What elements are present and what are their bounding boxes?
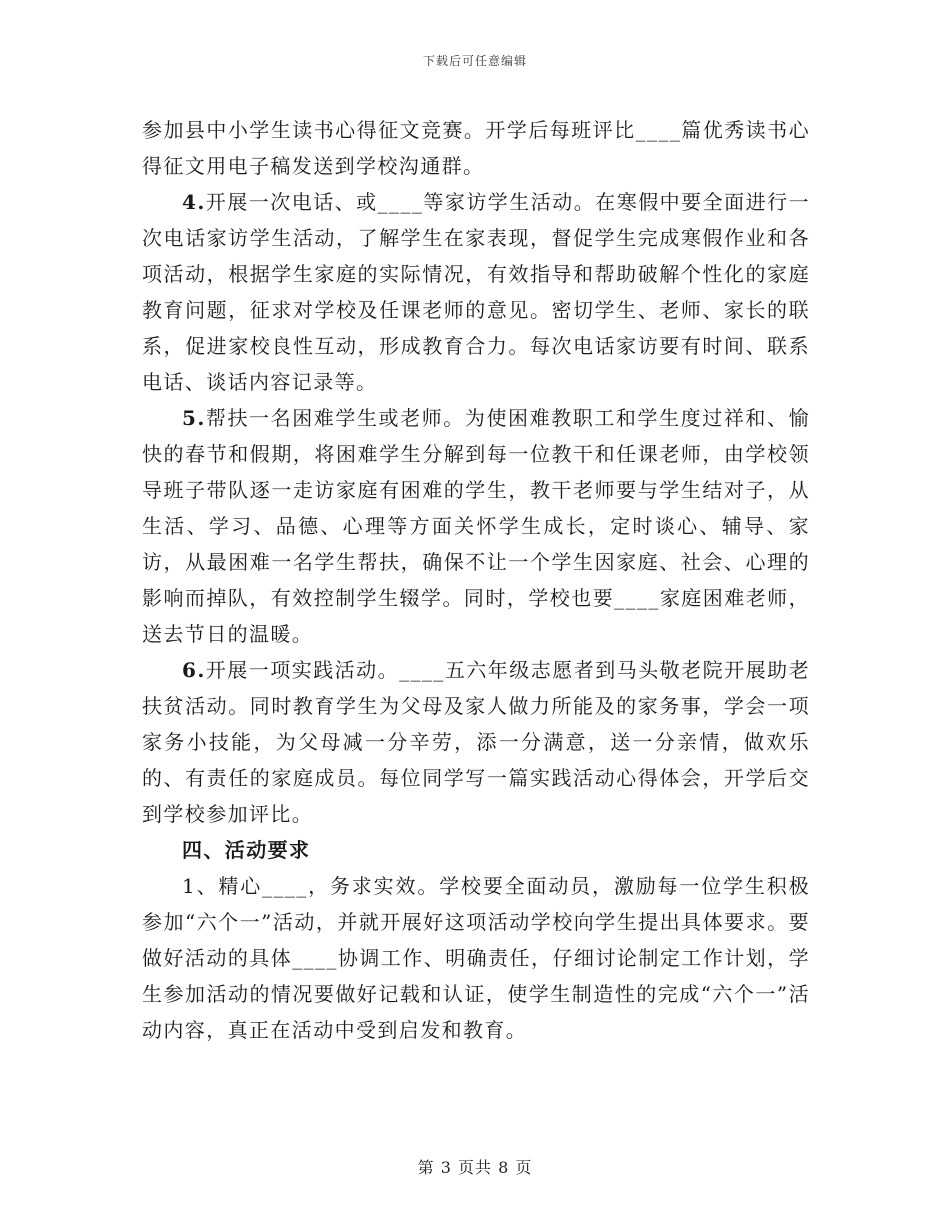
document-body [142,112,810,1048]
paragraph-text: 帮扶一名困难学生或老师。为使困难教职工和学生度过祥和、愉快的春节和假期，将困难学生分解到每一位教干和任课老师，由学校领导班子带队逐一走访家庭有困难的学生，教干老师要与学生结对子，从生活、学习、品德、心理等方面关怀学生成长，定时谈心、辅导、家访，从最困难一名学生帮扶，确保不让一个学生因家庭、社会、心理的影响而掉队，有效控制学生辍学。同时，学校也要____家庭困难老师，送去节日的温暖。 [142,406,810,646]
paragraph-item-6 [142,652,810,832]
paragraph-item-4 [142,184,810,400]
paragraph-item-5 [142,400,810,652]
paragraph-text: 开展一次电话、或____等家访学生活动。在寒假中要全面进行一次电话家访学生活动，了解学生在家表现，督促学生完成寒假作业和各项活动，根据学生家庭的实际情况，有效指导和帮助破解个性化的家庭教育问题，征求对学校及任课老师的意见。密切学生、老师、家长的联系，促进家校良性互动，形成教育合力。每次电话家访要有时间、联系电话、谈话内容记录等。 [142,190,810,394]
paragraph-text: 参加县中小学生读书心得征文竞赛。开学后每班评比____篇优秀读书心得征文用电子稿发送到学校沟通群。 [142,118,810,178]
item-number: 6. [182,658,206,682]
requirement-item-1 [142,868,810,1048]
item-number: 5. [182,406,206,430]
paragraph-text: 开展一项实践活动。____五六年级志愿者到马头敬老院开展助老扶贫活动。同时教育学生为父母及家人做力所能及的家务事，学会一项家务小技能，为父母减一分辛劳，添一分满意，送一分亲情，做欢乐的、有责任的家庭成员。每位同学写一篇实践活动心得体会，开学后交到学校参加评比。 [142,658,810,826]
page-header: 下载后可任意编辑 [422,54,527,68]
paragraph-continuation [142,112,810,184]
page-number: 第 3 页共 8 页 [417,1158,533,1177]
paragraph-text: 1、精心____，务求实效。学校要全面动员，激励每一位学生积极参加“六个一”活动，并就开展好这项活动学校向学生提出具体要求。要做好活动的具体____协调工作、明确责任，仔细讨论制定工作计划，学生参加活动的情况要做好记载和认证，使学生制造性的完成“六个一”活动内容，真正在活动中受到启发和教育。 [142,874,810,1042]
section-heading: 四、活动要求 [182,838,311,862]
item-number: 4. [182,190,206,214]
